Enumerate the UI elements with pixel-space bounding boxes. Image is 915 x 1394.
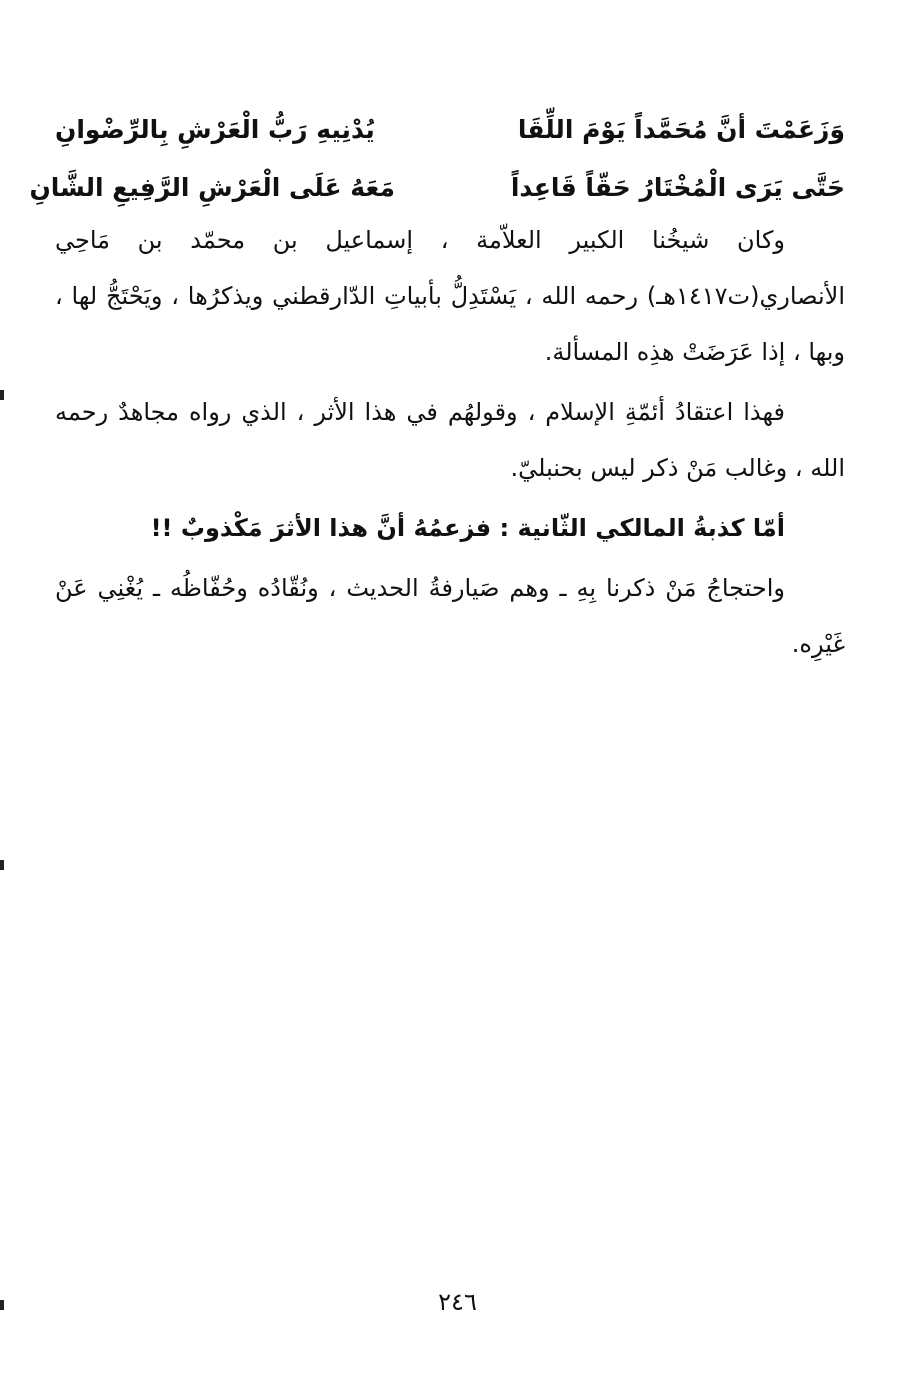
prose-body — [55, 212, 845, 676]
page-number: ٢٤٦ — [438, 1288, 477, 1316]
verse-line — [29, 158, 845, 216]
scan-edge-mark — [0, 1300, 4, 1310]
verse-line — [55, 100, 845, 158]
verse-second-hemistich: يُدْنِيهِ رَبُّ الْعَرْشِ بِالرِّضْوانِ — [55, 114, 375, 144]
scan-edge-mark — [0, 390, 4, 400]
verse-first-hemistich: حَتَّى يَرَى الْمُخْتَارُ حَقّاً قَاعِداً — [510, 172, 845, 202]
paragraph: وكان شيخُنا الكبير العلاّمة ، إسماعيل بن محمّد بن مَاحِي الأنصاري(ت١٤١٧هـ) رحمه الله ، يَسْتَدِلُّ بأبياتِ الدّارقطني ويذكرُها ، ويَحْتَجُّ لها ، وبها ، إذا عَرَضَتْ هذِه المسألة. — [55, 226, 845, 366]
verse-first-hemistich: وَزَعَمْتَ أنَّ مُحَمَّداً يَوْمَ اللِّقَا — [517, 114, 845, 144]
scan-edge-mark — [0, 860, 4, 870]
poem-verses — [29, 100, 845, 216]
paragraph: فهذا اعتقادُ أئمّةِ الإسلام ، وقولهُم في هذا الأثر ، الذي رواه مجاهدٌ رحمه الله ، وغالب مَنْ ذكر ليس بحنبليّ. — [55, 398, 845, 482]
paragraph: واحتجاجُ مَنْ ذكرنا بِهِ ـ وهم صَيارفةُ الحديث ، ونُقّادُه وحُفّاظُه ـ يُغْنِي عَنْ غَيْرِه. — [55, 574, 845, 658]
verse-second-hemistich: مَعَهُ عَلَى الْعَرْشِ الرَّفِيعِ الشَّانِ — [29, 172, 395, 202]
paragraph-heading: أمّا كذبةُ المالكي الثّانية : فزعمُهُ أنَّ هذا الأثرَ مَكْذوبٌ !! — [150, 514, 785, 542]
